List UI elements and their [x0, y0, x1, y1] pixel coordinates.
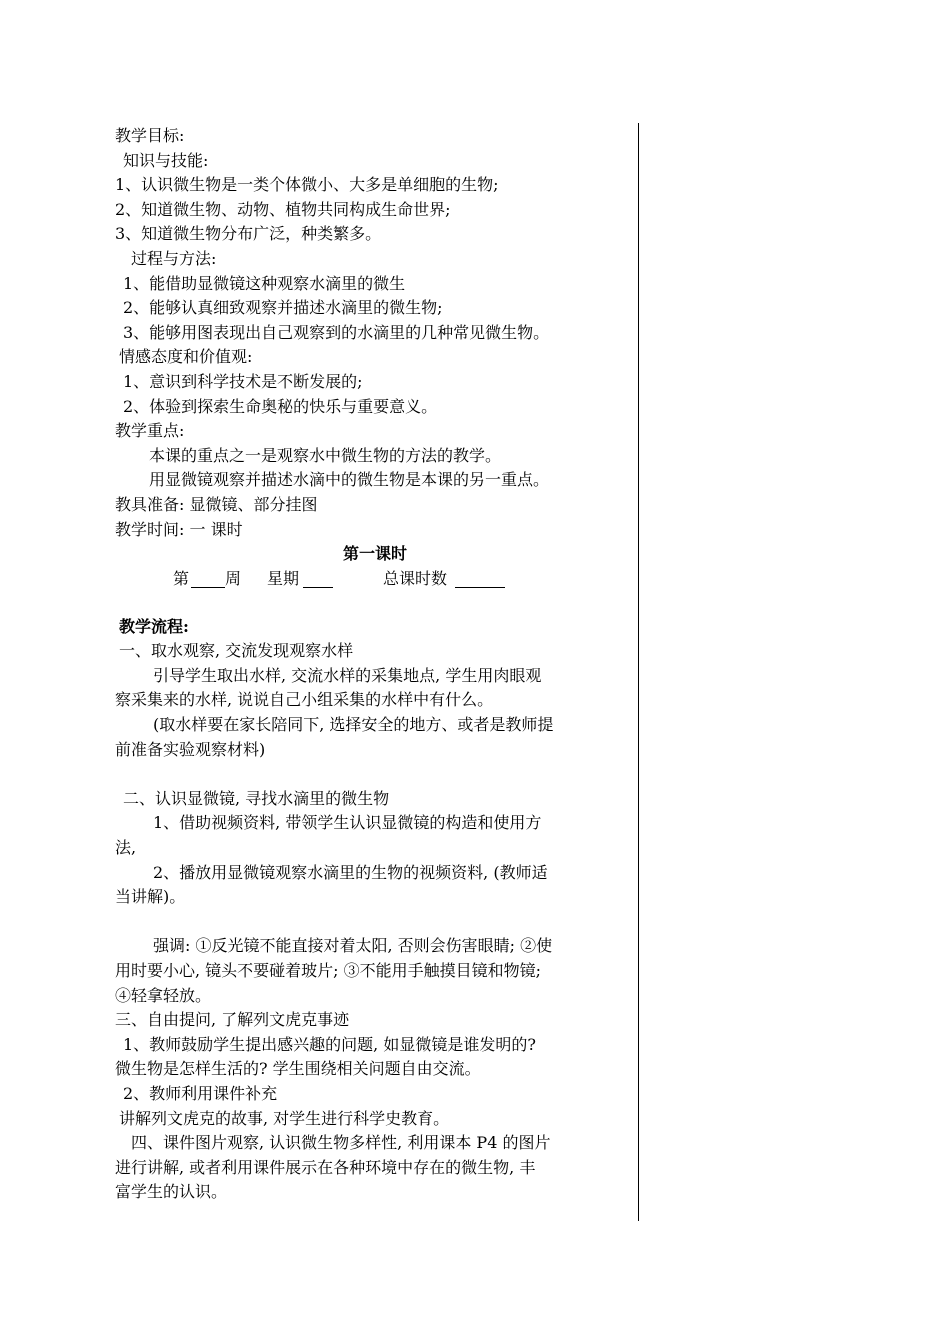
section-title: 四、课件图片观察, 认识微生物多样性, 利用课本 P4 的图片 — [131, 1133, 551, 1153]
paragraph-line: 1、借助视频资料, 带领学生认识显微镜的构造和使用方 — [153, 813, 542, 833]
paragraph-line: 当讲解)。 — [115, 887, 186, 907]
flow-heading: 教学流程: — [119, 616, 189, 636]
schedule-row — [115, 567, 635, 595]
paragraph-line: 1、教师鼓励学生提出感兴趣的问题, 如显微镜是谁发明的? — [123, 1034, 536, 1054]
paragraph-line: 微生物是怎样生活的? 学生围绕相关问题自由交流。 — [115, 1059, 481, 1079]
emotion-item: 2、体验到探索生命奥秘的快乐与重要意义。 — [123, 396, 438, 416]
paragraph-line: 2、播放用显微镜观察水滴里的生物的视频资料, (教师适 — [153, 862, 548, 882]
paragraph-line: 前准备实验观察材料) — [115, 739, 266, 759]
knowledge-item: 1、认识微生物是一类个体微小、大多是单细胞的生物; — [115, 175, 499, 195]
tools-line: 教具准备: 显微镜、部分挂图 — [115, 494, 318, 514]
key-point: 用显微镜观察并描述水滴中的微生物是本课的另一重点。 — [149, 470, 550, 490]
paragraph-line: 察采集来的水样, 说说自己小组采集的水样中有什么。 — [115, 690, 494, 710]
section-title: 三、自由提问, 了解列文虎克事迹 — [115, 1010, 350, 1030]
process-label: 过程与方法: — [131, 248, 217, 268]
paragraph-line: 富学生的认识。 — [115, 1182, 228, 1202]
week-prefix: 第 — [173, 568, 190, 588]
paragraph-line: 强调: ①反光镜不能直接对着太阳, 否则会伤害眼睛; ②使 — [153, 936, 553, 956]
key-points-heading: 教学重点: — [115, 421, 185, 441]
paragraph-line: 用时要小心, 镜头不要碰着玻片; ③不能用手触摸目镜和物镜; — [115, 961, 542, 980]
paragraph-line: (取水样要在家长陪同下, 选择安全的地方、或者是教师提 — [153, 715, 554, 735]
weekday-blank — [303, 569, 333, 588]
lesson-title: 第一课时 — [342, 544, 407, 564]
section-title: 一、取水观察, 交流发现观察水样 — [119, 641, 354, 661]
lesson-plan-body — [115, 124, 635, 1205]
total-label: 总课时数 — [383, 568, 448, 588]
total-blank — [455, 569, 505, 588]
week-suffix: 周 — [225, 568, 242, 588]
section-title: 二、认识显微镜, 寻找水滴里的微生物 — [123, 788, 390, 808]
objectives-heading: 教学目标: — [115, 126, 185, 145]
knowledge-label: 知识与技能: — [123, 150, 209, 170]
paragraph-line: 引导学生取出水样, 交流水样的采集地点, 学生用肉眼观 — [153, 665, 542, 685]
process-item: 2、能够认真细致观察并描述水滴里的微生物; — [123, 298, 443, 318]
knowledge-item: 2、知道微生物、动物、植物共同构成生命世界; — [115, 199, 451, 219]
paragraph-line: 讲解列文虎克的故事, 对学生进行科学史教育。 — [119, 1108, 450, 1128]
process-item: 3、能够用图表现出自己观察到的水滴里的几种常见微生物。 — [123, 322, 550, 342]
paragraph-line: 2、教师利用课件补充 — [123, 1083, 278, 1103]
emotion-label: 情感态度和价值观: — [119, 347, 253, 367]
paragraph-line: ④轻拿轻放。 — [115, 985, 212, 1005]
emotion-item: 1、意识到科学技术是不断发展的; — [123, 371, 363, 391]
knowledge-item: 3、知道微生物分布广泛，种类繁多。 — [115, 224, 382, 244]
paragraph-line: 法, — [115, 838, 137, 858]
weekday-label: 星期 — [267, 568, 300, 588]
process-item: 1、能借助显微镜这种观察水滴里的微生 — [123, 273, 406, 293]
vertical-divider — [638, 123, 639, 1221]
time-line: 教学时间: 一 课时 — [115, 519, 243, 539]
key-point: 本课的重点之一是观察水中微生物的方法的教学。 — [149, 445, 502, 465]
paragraph-line: 进行讲解, 或者利用课件展示在各种环境中存在的微生物, 丰 — [115, 1157, 536, 1177]
week-blank — [191, 569, 225, 588]
